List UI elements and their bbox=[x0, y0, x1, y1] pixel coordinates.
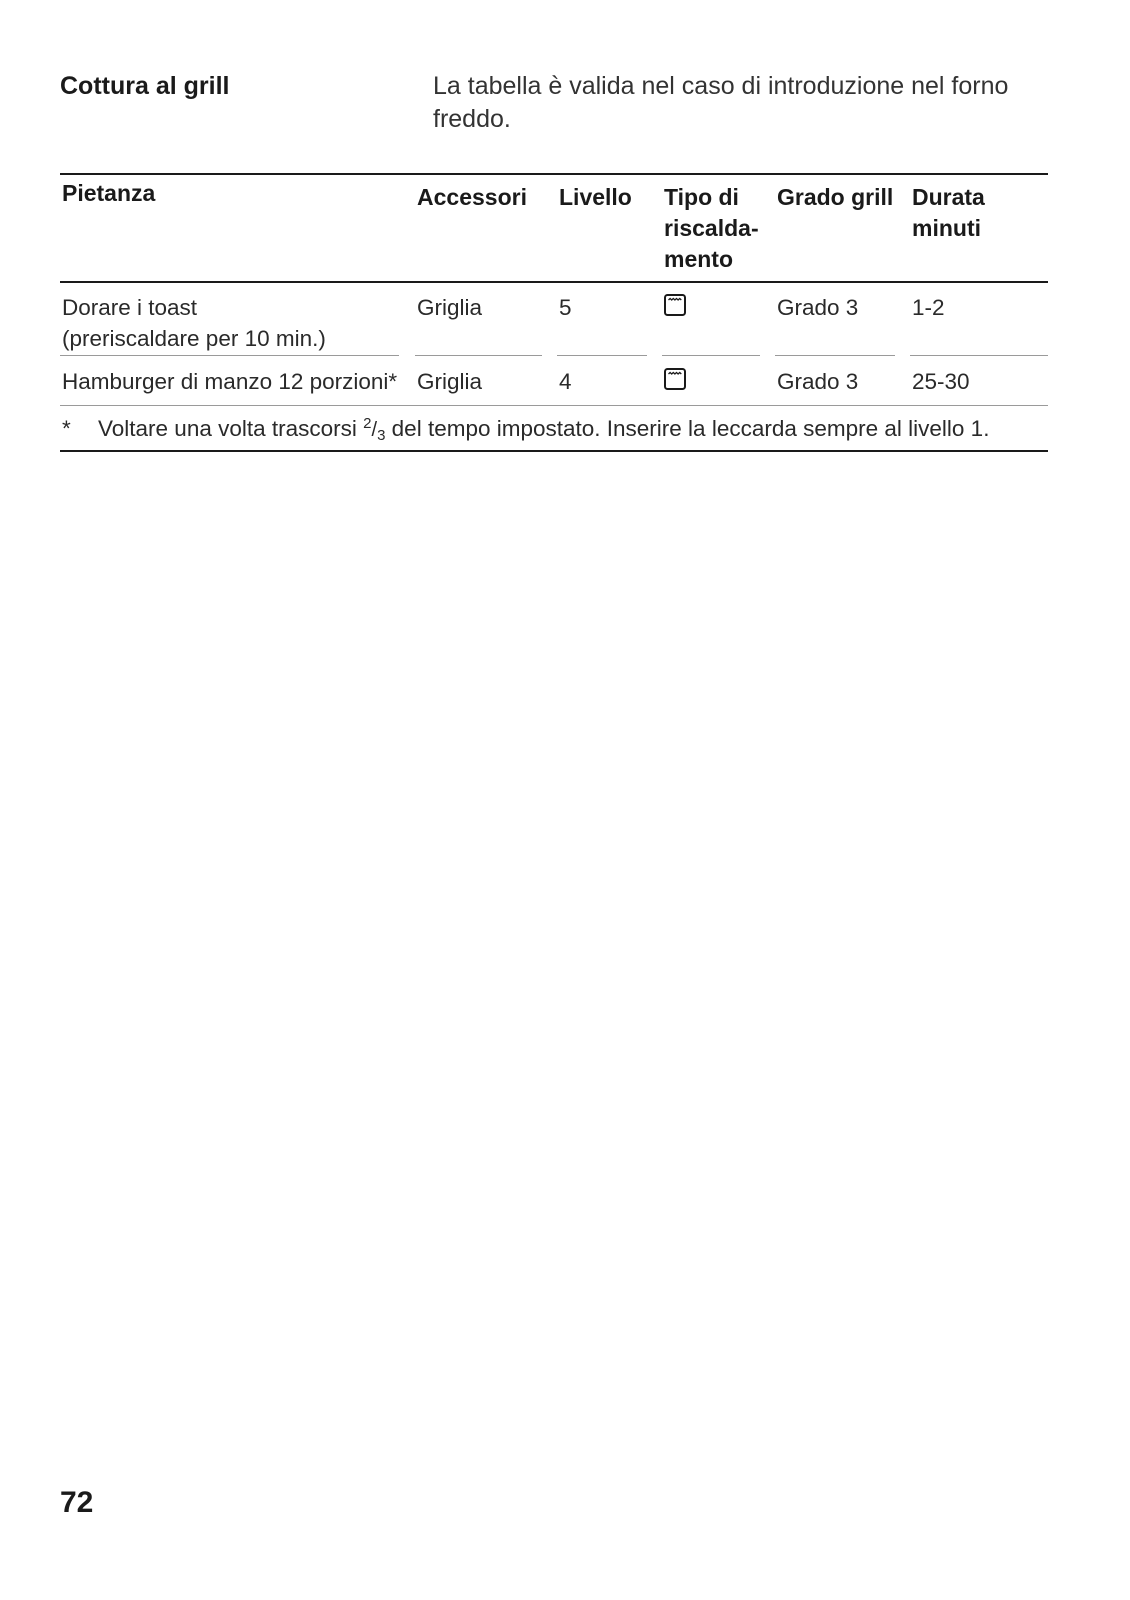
duration-cell: 1-2 bbox=[912, 295, 945, 320]
dish-cell bbox=[62, 366, 402, 397]
dish-name: Dorare i toast bbox=[62, 295, 198, 320]
header-grill-level: Grado grill bbox=[777, 184, 894, 210]
dish-note: (preriscaldare per 10 min.) bbox=[62, 326, 326, 351]
header-level: Livello bbox=[559, 184, 632, 210]
duration-cell: 25-30 bbox=[912, 369, 970, 394]
header-dish: Pietanza bbox=[62, 180, 156, 206]
heating-type-cell bbox=[664, 366, 770, 398]
footnote-text-after: del tempo impostato. Inserire la leccarda sempre al livello 1. bbox=[391, 416, 990, 441]
header-duration-line2: minuti bbox=[912, 215, 981, 241]
level-cell: 4 bbox=[559, 369, 572, 394]
footnote-text bbox=[98, 413, 989, 446]
dish-name: Hamburger di manzo 12 porzioni* bbox=[62, 369, 398, 394]
separator-segment bbox=[775, 355, 895, 356]
fraction-two-thirds bbox=[363, 415, 386, 444]
level-cell: 5 bbox=[559, 295, 572, 320]
header-duration bbox=[912, 182, 1042, 244]
separator-segment bbox=[910, 355, 1048, 356]
grill-level-cell: Grado 3 bbox=[777, 369, 859, 394]
section-intro: La tabella è valida nel caso di introduzione nel forno freddo. bbox=[433, 72, 1009, 133]
table-row bbox=[60, 357, 1048, 405]
header-heating-line1: Tipo di bbox=[664, 184, 739, 210]
full-surface-grill-icon bbox=[664, 294, 686, 316]
table-row bbox=[60, 283, 1048, 355]
fraction-slash: / bbox=[371, 419, 378, 441]
footnote-text-before: Voltare una volta trascorsi bbox=[98, 416, 357, 441]
footnote-marker: * bbox=[62, 416, 71, 441]
section-title: Cottura al grill bbox=[60, 72, 230, 100]
page-number: 72 bbox=[60, 1486, 94, 1519]
header-heating-type bbox=[664, 182, 770, 275]
header-heating-line2: riscalda- bbox=[664, 215, 759, 241]
header-heating-line3: mento bbox=[664, 246, 733, 272]
table-header bbox=[60, 175, 1048, 281]
dish-cell bbox=[62, 292, 402, 354]
full-surface-grill-icon bbox=[664, 368, 686, 390]
header-accessories: Accessori bbox=[417, 184, 527, 210]
table-footnote bbox=[60, 406, 1048, 450]
fraction-numerator: 2 bbox=[363, 415, 372, 432]
table-bottom-rule bbox=[60, 450, 1048, 452]
grill-level-cell: Grado 3 bbox=[777, 295, 859, 320]
grill-table bbox=[60, 173, 1048, 452]
accessory-cell: Griglia bbox=[417, 369, 483, 394]
separator-segment bbox=[662, 355, 760, 356]
heating-type-cell bbox=[664, 292, 770, 324]
separator-segment bbox=[557, 355, 647, 356]
separator-segment bbox=[415, 355, 542, 356]
header-duration-line1: Durata bbox=[912, 184, 985, 210]
separator-segment bbox=[60, 355, 399, 356]
accessory-cell: Griglia bbox=[417, 295, 483, 320]
fraction-denominator: 3 bbox=[377, 427, 386, 444]
